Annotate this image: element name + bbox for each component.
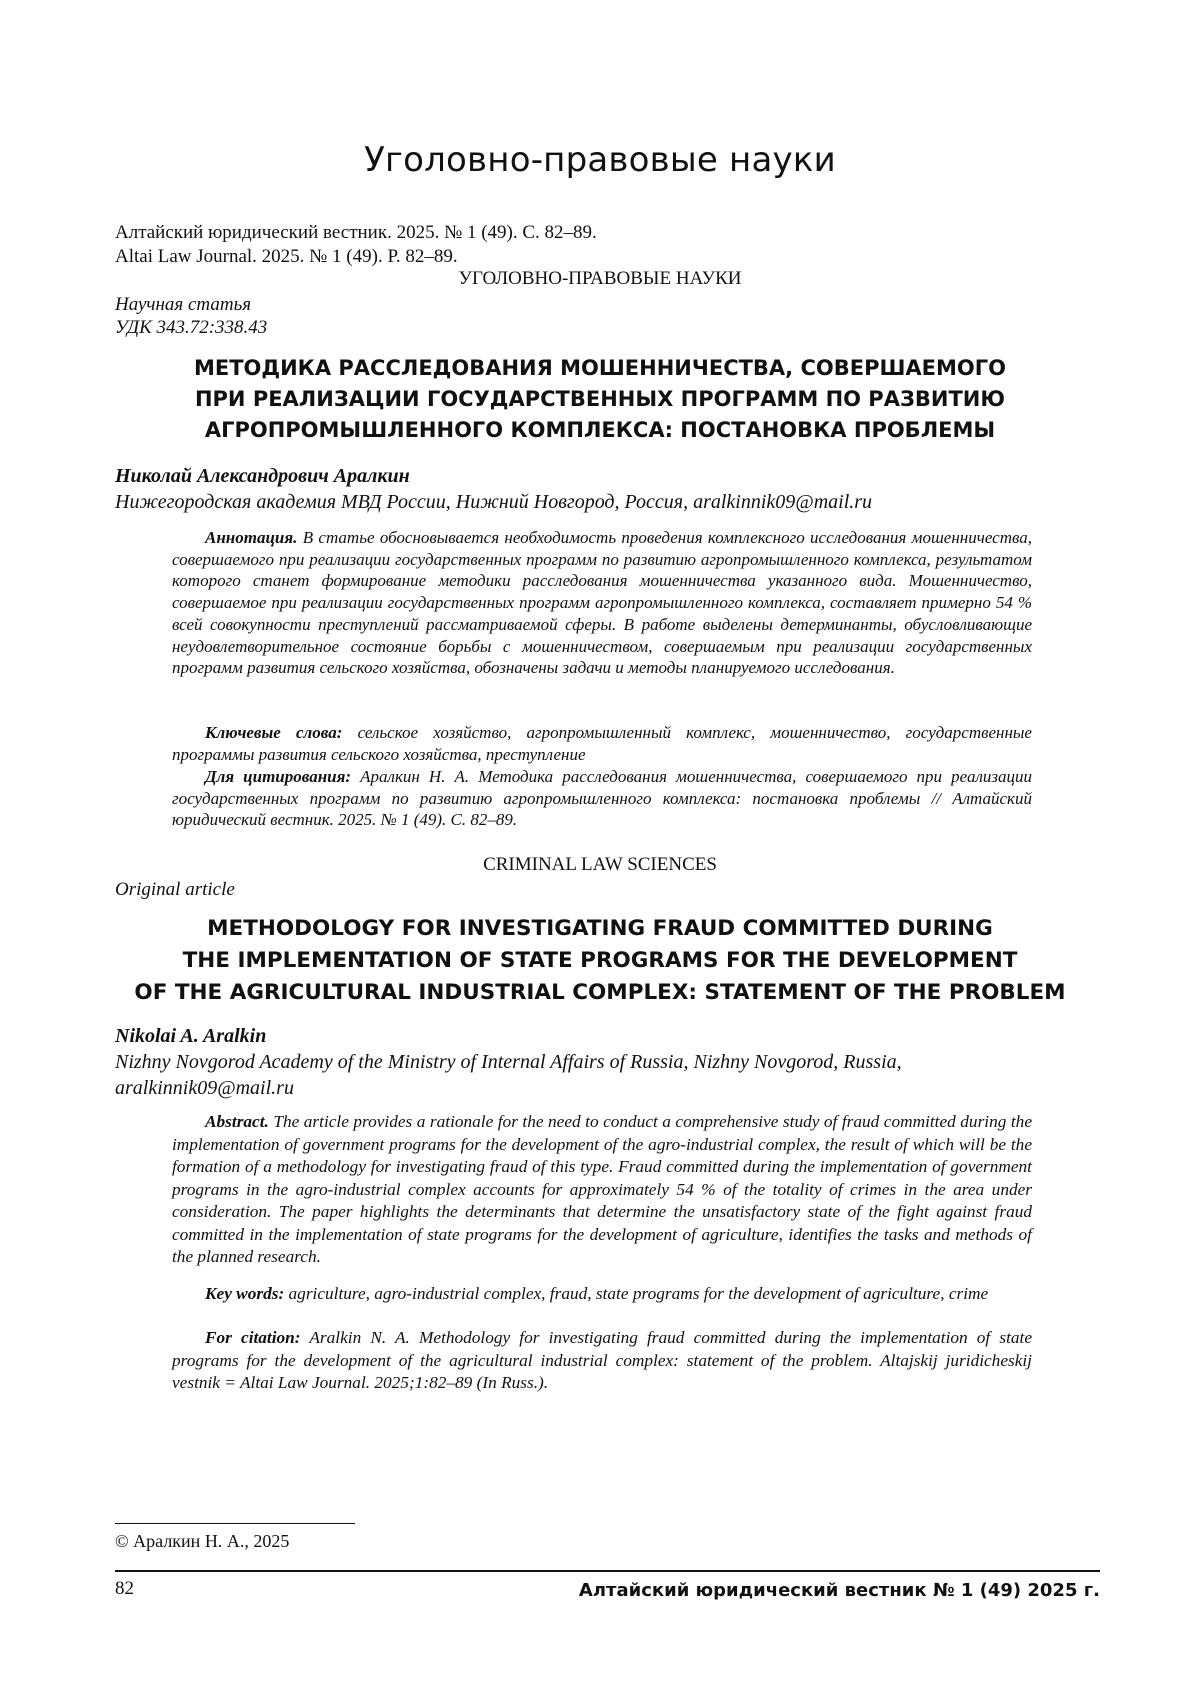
footer-journal-title: Алтайский юридический вестник № 1 (49) 2025 г. [579,1580,1100,1601]
affiliation-en [115,1049,1075,1101]
keywords-label-en: Key words: [205,1284,284,1303]
abstract-label-ru: Аннотация. [205,528,297,547]
title-ru-line: АГРОПРОМЫШЛЕННОГО КОМПЛЕКСА: ПОСТАНОВКА ПРОБЛЕМЫ [140,415,1060,446]
title-ru-line: ПРИ РЕАЛИЗАЦИИ ГОСУДАРСТВЕННЫХ ПРОГРАММ ПО РАЗВИТИЮ [140,384,1060,415]
keywords-text-ru: сельское хозяйство, агропромышленный комплекс, мошенничество, государственные программы развития сельского хозяйства, преступление [172,723,1032,764]
article-type-ru: Научная статья [115,293,251,317]
article-title-en [120,913,1080,1009]
keywords-label-ru: Ключевые слова: [205,723,342,742]
copyright-notice: © Аралкин Н. А., 2025 [115,1531,289,1552]
title-en-line: THE IMPLEMENTATION OF STATE PROGRAMS FOR THE DEVELOPMENT [120,945,1080,977]
footnote-divider [115,1523,355,1524]
page-number: 82 [115,1578,134,1600]
rubric-en: CRIMINAL LAW SCIENCES [0,854,1200,876]
article-type-en: Original article [115,878,235,902]
citation-text-en: Aralkin N. A. Methodology for investigating fraud committed during the implementation of state programs for the development of the agricultural industrial complex: statement of the problem. Altajskij juridicheskij vestnik = Altai Law Journal. 2025;1:82–89 (In Russ.). [172,1328,1032,1392]
citation-ru-line: Алтайский юридический вестник. 2025. № 1 (49). С. 82–89. [115,221,597,245]
author-name-ru: Николай Александрович Аралкин [115,465,410,488]
citation-en [172,1327,1032,1395]
article-title-ru [140,353,1060,446]
citation-ru [172,766,1032,831]
abstract-label-en: Abstract. [205,1112,269,1131]
citation-label-en: For citation: [205,1328,301,1347]
affiliation-en-email: aralkinnik09@mail.ru [115,1075,1075,1101]
abstract-en [172,1111,1032,1269]
title-en-line: OF THE AGRICULTURAL INDUSTRIAL COMPLEX: STATEMENT OF THE PROBLEM [120,977,1080,1009]
abstract-text-en: The article provides a rationale for the need to conduct a comprehensive study of fraud committed during the implementation of government programs for the development of the agro-industrial complex, the result of which will be the formation of a methodology for investigating fraud of this type. Fraud committed during the implementation of government programs in the agro-industrial complex accounts for approximately 54 % of the totality of crimes in the area under consideration. The paper highlights the determinants that determine the unsatisfactory state of the fight against fraud committed in the implementation of state programs for the development of agriculture, identifies the tasks and methods of the planned research. [172,1112,1032,1266]
affiliation-en-line: Nizhny Novgorod Academy of the Ministry of Internal Affairs of Russia, Nizhny Novgorod, Russia, [115,1049,1075,1075]
citation-text-ru: Аралкин Н. А. Методика расследования мошенничества, совершаемого при реализации государственных программ по развитию агропромышленного комплекса: постановка проблемы // Алтайский юридический вестник. 2025. № 1 (49). С. 82–89. [172,767,1032,829]
citation-en-line: Altai Law Journal. 2025. № 1 (49). P. 82–89. [115,245,458,269]
citation-label-ru: Для цитирования: [205,767,351,786]
section-header: Уголовно-правовые науки [0,140,1200,180]
keywords-ru [172,722,1032,765]
abstract-text-ru: В статье обосновывается необходимость проведения комплексного исследования мошенничества, совершаемого при реализации государственных программ по развитию агропромышленного комплекса, результатом которого станет формирование методики расследования мошенничества указанного вида. Мошенничество, совершаемое при реализации государственных программ агропромышленного комплекса, составляет примерно 54 % всей совокупности преступлений рассматриваемой сферы. В работе выделены детерминанты, обусловливающие неудовлетворительное состояние борьбы с мошенничеством, совершаемым при реализации государственных программ развития сельского хозяйства, обозначены задачи и методы планируемого исследования. [172,528,1032,677]
udc-code: УДК 343.72:338.43 [115,316,267,340]
title-en-line: METHODOLOGY FOR INVESTIGATING FRAUD COMMITTED DURING [120,913,1080,945]
footer-divider [115,1570,1100,1572]
affiliation-ru: Нижегородская академия МВД России, Нижний Новгород, Россия, aralkinnik09@mail.ru [115,489,1075,515]
title-ru-line: МЕТОДИКА РАССЛЕДОВАНИЯ МОШЕННИЧЕСТВА, СОВЕРШАЕМОГО [140,353,1060,384]
rubric-ru: УГОЛОВНО-ПРАВОВЫЕ НАУКИ [0,268,1200,290]
author-name-en: Nikolai A. Aralkin [115,1025,266,1048]
abstract-ru [172,527,1032,679]
keywords-text-en: agriculture, agro-industrial complex, fraud, state programs for the development of agriculture, crime [289,1284,989,1303]
keywords-en [172,1283,1032,1306]
